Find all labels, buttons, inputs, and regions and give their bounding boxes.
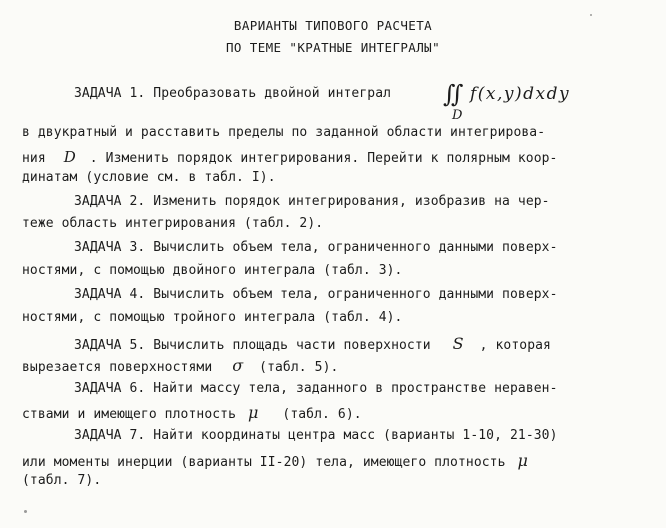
task3-line-1: ЗАДАЧА 3. Вычислить объем тела, ограниченного данными поверх-	[74, 240, 558, 255]
integrand: f(x,y)dxdy	[470, 84, 571, 104]
task5-line-1-pre: ЗАДАЧА 5. Вычислить площадь части поверхности	[74, 338, 431, 353]
scan-speck	[24, 510, 27, 513]
task5-line-2-post: (табл. 5).	[259, 360, 339, 375]
task1-line-4: динатам (условие см. в табл. I).	[22, 170, 276, 185]
task7-line-2-pre: или моменты инерции (варианты II-20) тела, имеющего плотность	[22, 455, 506, 470]
title-line-2: ПО ТЕМЕ "КРАТНЫЕ ИНТЕГРАЛЫ"	[226, 40, 440, 55]
task4-line-2: ностями, с помощью тройного интеграла (табл. 4).	[22, 310, 403, 325]
task1-lead: ЗАДАЧА 1. Преобразовать двойной интеграл	[74, 86, 392, 101]
title-line-1: ВАРИАНТЫ ТИПОВОГО РАСЧЕТА	[233, 18, 433, 33]
double-integral-sign: ∬	[443, 80, 455, 108]
surfaces-sigma: σ	[232, 356, 244, 375]
task5-line-1	[74, 334, 551, 353]
task5-line-2-pre: вырезается поверхностями	[22, 360, 213, 375]
task6-line-2	[22, 403, 362, 422]
task1-line-3-pre: ния	[22, 151, 46, 166]
density-mu: μ	[247, 403, 259, 422]
task1-var-d: D	[63, 148, 76, 166]
task7-line-1: ЗАДАЧА 7. Найти координаты центра масс (варианты 1-10, 21-30)	[74, 428, 558, 443]
task5-line-2	[22, 356, 338, 375]
task7-line-3: (табл. 7).	[22, 473, 102, 488]
task6-line-2-pre: ствами и имеющего плотность	[22, 407, 237, 422]
task7-line-2	[22, 451, 528, 470]
task3-line-2: ностями, с помощью двойного интеграла (табл. 3).	[22, 263, 403, 278]
task4-line-1: ЗАДАЧА 4. Вычислить объем тела, ограниченного данными поверх-	[74, 287, 558, 302]
task1-line-2: в двукратный и расставить пределы по заданной области интегрирова-	[22, 125, 546, 140]
task2-line-1: ЗАДАЧА 2. Изменить порядок интегрирования, изобразив на чер-	[74, 194, 550, 209]
density-mu-7: μ	[517, 451, 528, 470]
task1-line-3-post: . Изменить порядок интегрирования. Перейти к полярным коор-	[89, 151, 558, 166]
integration-domain: D	[452, 108, 463, 123]
surface-s: S	[452, 334, 464, 353]
task5-line-1-post: , которая	[479, 338, 551, 353]
task2-line-2: теже область интегрирования (табл. 2).	[22, 216, 324, 231]
task1-line-3	[22, 148, 557, 166]
task6-line-2-post: (табл. 6).	[282, 407, 362, 422]
scan-speck	[590, 14, 592, 16]
task6-line-1: ЗАДАЧА 6. Найти массу тела, заданного в пространстве неравен-	[74, 381, 558, 396]
